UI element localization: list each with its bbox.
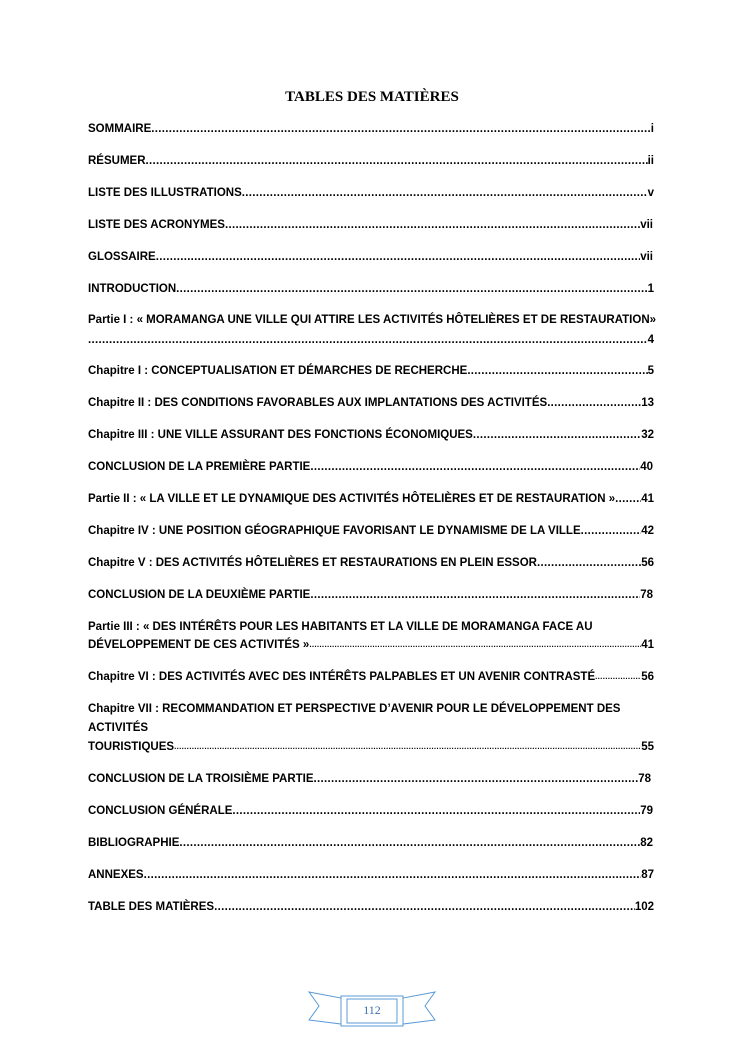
toc-entry-page: v [647, 187, 654, 199]
toc-entry-page: ii [647, 155, 654, 167]
toc-entry-page: 32 [641, 429, 654, 441]
toc-entry-page: 78 [638, 773, 651, 785]
dot-leader [174, 740, 641, 754]
toc-entry-page: 82 [640, 837, 653, 849]
toc-entry-label: SOMMAIRE [88, 123, 152, 135]
dot-leader [242, 186, 648, 200]
toc-entry-partie-2[interactable] [88, 492, 654, 506]
dot-leader [225, 218, 640, 232]
dot-leader [214, 900, 635, 914]
toc-entry-label: ANNEXES [88, 869, 144, 881]
toc-entry-chapitre-4[interactable] [88, 524, 654, 538]
toc-entry-page: 42 [641, 525, 654, 537]
toc-entry-resumer[interactable] [88, 154, 654, 168]
toc-entry-label: DÉVELOPPEMENT DE CES ACTIVITÉS » [88, 639, 310, 651]
toc-entry-page: 41 [641, 639, 654, 651]
toc-entry-label: GLOSSAIRE [88, 251, 156, 263]
toc-entry-label: Chapitre IV : UNE POSITION GÉOGRAPHIQUE FAVORISANT LE DYNAMISME DE LA VILLE [88, 525, 581, 537]
page-title: TABLES DES MATIÈRES [285, 89, 459, 105]
toc-entry-label: Chapitre III : UNE VILLE ASSURANT DES FONCTIONS ÉCONOMIQUES [88, 429, 473, 441]
dot-leader [88, 333, 648, 347]
page-number-banner [307, 990, 437, 1030]
dot-leader [581, 524, 642, 538]
toc-entry-acronymes[interactable] [88, 218, 653, 232]
toc-entry-chapitre-3[interactable] [88, 428, 654, 442]
toc-entry-chapitre-1[interactable] [88, 364, 654, 378]
dot-leader [176, 282, 647, 296]
toc-entry-chapitre-7-line3 [88, 740, 654, 754]
toc-entry-label: CONCLUSION DE LA TROISIÈME PARTIE [88, 773, 314, 785]
toc-entry-chapitre-7[interactable]: Chapitre VII : RECOMMANDATION ET PERSPECTIVE D’AVENIR POUR LE DÉVELOPPEMENT DES [88, 703, 621, 715]
dot-leader [547, 396, 641, 410]
toc-entry-conclusion-2[interactable] [88, 588, 653, 602]
toc-entry-page: 41 [641, 493, 654, 505]
toc-entry-label: LISTE DES ILLUSTRATIONS [88, 187, 242, 199]
toc-entry-page: 102 [634, 901, 654, 913]
toc-entry-partie-3[interactable]: Partie III : « DES INTÉRÊTS POUR LES HABITANTS ET LA VILLE DE MORAMANGA FACE AU [88, 621, 593, 633]
toc-entry-conclusion-3[interactable] [88, 772, 651, 786]
toc-entry-label: Chapitre I : CONCEPTUALISATION ET DÉMARCHES DE RECHERCHE [88, 365, 468, 377]
toc-entry-label: LISTE DES ACRONYMES [88, 219, 225, 231]
toc-entry-chapitre-5[interactable] [88, 556, 654, 570]
dot-leader [144, 868, 642, 882]
dot-leader [309, 638, 641, 652]
toc-entry-page: 55 [641, 741, 654, 753]
toc-entry-page: 87 [641, 869, 654, 881]
dot-leader [146, 154, 648, 168]
toc-entry-page: 4 [647, 334, 654, 346]
toc-entry-label: TABLE DES MATIÈRES [88, 901, 215, 913]
toc-entry-label: TOURISTIQUES [88, 741, 175, 753]
toc-entry-partie-3-line2 [88, 638, 654, 652]
toc-entry-label: CONCLUSION DE LA PREMIÈRE PARTIE [88, 461, 311, 473]
toc-entry-page: 56 [641, 671, 654, 683]
toc-entry-label: CONCLUSION DE LA DEUXIÈME PARTIE [88, 589, 311, 601]
toc-entry-illustrations[interactable] [88, 186, 654, 200]
page-number: 112 [363, 1003, 381, 1017]
dot-leader [537, 556, 641, 570]
toc-entry-partie-1-leader [88, 333, 654, 347]
toc-entry-chapitre-2[interactable] [88, 396, 654, 410]
toc-entry-page: vii [640, 251, 653, 263]
toc-entry-conclusion-1[interactable] [88, 460, 653, 474]
toc-entry-introduction[interactable] [88, 282, 654, 296]
toc-entry-label: BIBLIOGRAPHIE [88, 837, 180, 849]
toc-entry-page: 78 [640, 589, 653, 601]
toc-entry-glossaire[interactable] [88, 250, 653, 264]
dot-leader [151, 122, 651, 136]
toc-entry-label: RÉSUMER [88, 155, 146, 167]
toc-entry-sommaire[interactable] [88, 122, 654, 136]
dot-leader [179, 836, 640, 850]
toc-entry-chapitre-6[interactable] [88, 670, 654, 684]
toc-entry-page: vii [640, 219, 653, 231]
dot-leader [232, 804, 640, 818]
toc-entry-table-des-matieres[interactable] [88, 900, 654, 914]
dot-leader [595, 670, 641, 684]
toc-entry-page: 13 [641, 397, 654, 409]
toc-entry-label: INTRODUCTION [88, 283, 177, 295]
dot-leader [473, 428, 641, 442]
dot-leader [314, 772, 639, 786]
toc-entry-bibliographie[interactable] [88, 836, 653, 850]
toc-entry-partie-1[interactable]: Partie I : « MORAMANGA UNE VILLE QUI ATTIRE LES ACTIVITÉS HÔTELIÈRES ET DE RESTAURATION» [88, 314, 657, 326]
dot-leader [310, 460, 640, 474]
dot-leader [615, 492, 641, 506]
toc-entry-chapitre-7-line2: ACTIVITÉS [88, 722, 149, 734]
toc-entry-label: Partie II : « LA VILLE ET LE DYNAMIQUE DES ACTIVITÉS HÔTELIÈRES ET DE RESTAURATION » [88, 493, 616, 505]
toc-entry-label: CONCLUSION GÉNÉRALE [88, 805, 233, 817]
toc-entry-page: 5 [647, 365, 654, 377]
toc-entry-annexes[interactable] [88, 868, 654, 882]
toc-entry-label: Chapitre VI : DES ACTIVITÉS AVEC DES INTÉRÊTS PALPABLES ET UN AVENIR CONTRASTÉ [88, 671, 596, 683]
toc-entry-label: Chapitre II : DES CONDITIONS FAVORABLES AUX IMPLANTATIONS DES ACTIVITÉS [88, 397, 548, 409]
dot-leader [156, 250, 640, 264]
toc-entry-conclusion-generale[interactable] [88, 804, 653, 818]
toc-entry-page: i [650, 123, 654, 135]
dot-leader [467, 364, 647, 378]
toc-entry-page: 40 [640, 461, 653, 473]
toc-entry-page: 79 [640, 805, 653, 817]
dot-leader [310, 588, 640, 602]
toc-entry-label: Chapitre V : DES ACTIVITÉS HÔTELIÈRES ET RESTAURATIONS EN PLEIN ESSOR [88, 557, 537, 569]
toc-entry-page: 1 [647, 283, 654, 295]
toc-entry-page: 56 [641, 557, 654, 569]
